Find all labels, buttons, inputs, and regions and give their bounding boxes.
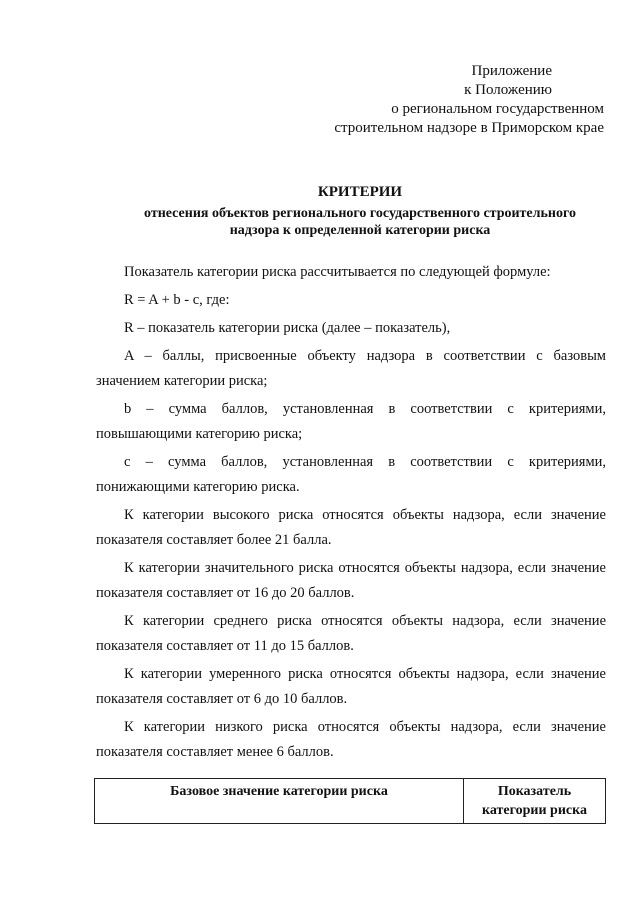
- paragraph: К категории умеренного риска относятся объекты надзора, если значение показателя составляет от 6 до 10 баллов.: [96, 666, 606, 707]
- table-header-row: [95, 779, 606, 824]
- table-header-indicator-line-2: категории риска: [482, 803, 587, 818]
- document-title: [90, 183, 630, 204]
- paragraph: К категории высокого риска относятся объекты надзора, если значение показателя составляет более 21 балла.: [96, 507, 606, 548]
- table-header-indicator-line-1: Показатель: [497, 784, 572, 799]
- paragraph: К категории низкого риска относятся объекты надзора, если значение показателя составляет менее 6 баллов.: [96, 719, 606, 760]
- document-subtitle: [110, 205, 610, 239]
- risk-table: [94, 778, 606, 824]
- annex-line-4: строительном надзоре в Приморском крае: [334, 120, 604, 136]
- table-header-indicator: [464, 779, 606, 824]
- paragraph: К категории значительного риска относятся объекты надзора, если значение показателя составляет от 16 до 20 баллов.: [96, 560, 606, 601]
- paragraph: R – показатель категории риска (далее – показатель),: [124, 320, 451, 336]
- paragraph: R = A + b - с, где:: [124, 292, 230, 308]
- paragraph: Показатель категории риска рассчитывается по следующей формуле:: [124, 264, 551, 280]
- annex-line-2: к Положению: [464, 82, 552, 98]
- annex-line-1: Приложение: [471, 63, 552, 79]
- annex-line-3: о региональном государственном: [391, 101, 604, 117]
- annex-header: [334, 62, 604, 138]
- paragraph: К категории среднего риска относятся объекты надзора, если значение показателя составляет от 11 до 15 баллов.: [96, 613, 606, 654]
- subtitle-line-1: отнесения объектов регионального государственного строительного: [144, 206, 576, 221]
- paragraph: A – баллы, присвоенные объекту надзора в соответствии с базовым значением категории риска;: [96, 348, 606, 389]
- subtitle-line-2: надзора к определенной категории риска: [229, 223, 491, 238]
- table-header-base-value: Базовое значение категории риска: [95, 779, 464, 824]
- document-body: [96, 260, 606, 768]
- title-heading: КРИТЕРИИ: [317, 184, 403, 200]
- paragraph: с – сумма баллов, установленная в соответствии с критериями, понижающими категорию риска.: [96, 454, 606, 495]
- paragraph: b – сумма баллов, установленная в соответствии с критериями, повышающими категорию риска;: [96, 401, 606, 442]
